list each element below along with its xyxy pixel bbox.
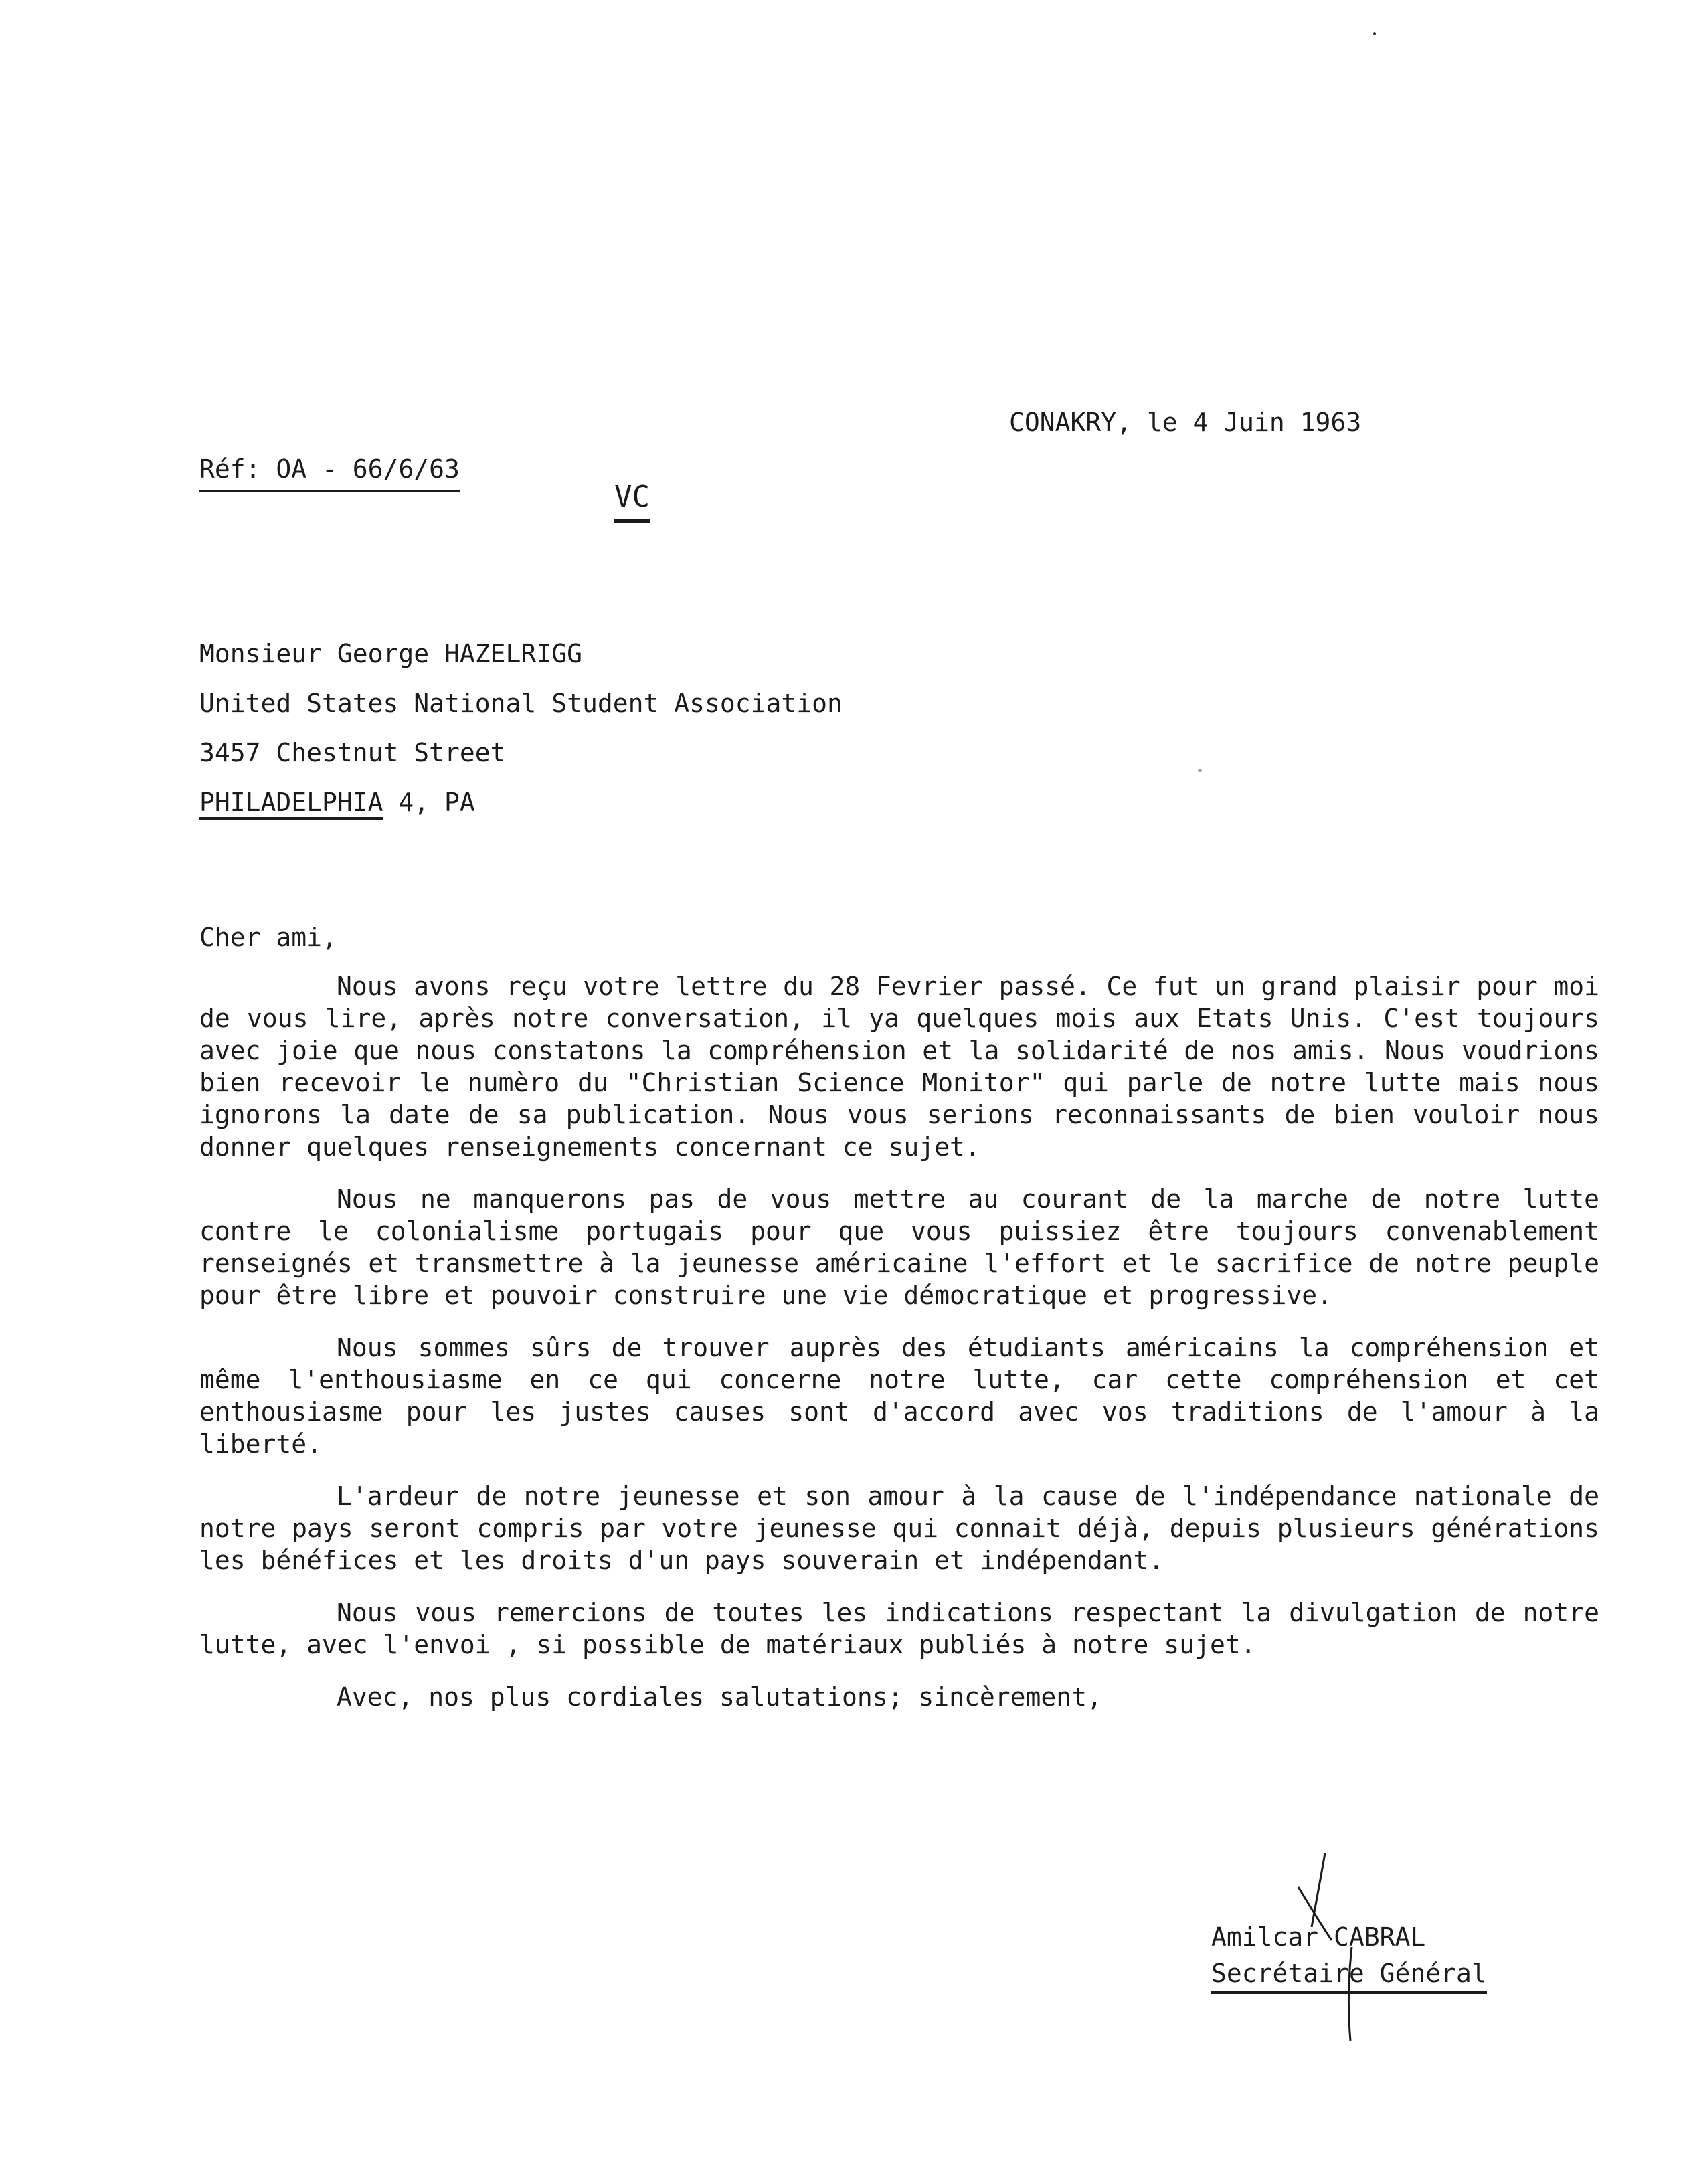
signatory-title: Secrétaire Général xyxy=(1211,1955,1487,1994)
salutation: Cher ami, xyxy=(199,923,337,952)
recipient-name: Monsieur George HAZELRIGG xyxy=(199,639,582,668)
body-paragraph-1: Nous avons reçu votre lettre du 28 Fevrier passé. Ce fut un grand plaisir pour moi de vous lire, après notre conversation, il ya quelques mois aux Etats Unis. C'est toujours avec joie que nous constatons la compréhension et la solidarité de nos amis. Nous voudrions bien recevoir le numèro du "Christian Science Monitor" qui parle de notre lutte mais nous ignorons la date de sa publication. Nous vous serions reconnaissants de bien vouloir nous donner quelques renseignements concernant ce sujet. xyxy=(199,972,1599,1162)
typist-initials: VC xyxy=(614,480,650,523)
paper-speck xyxy=(1373,32,1376,35)
letter-body xyxy=(199,970,1599,1713)
recipient-city-line xyxy=(199,778,843,827)
recipient-state: 4, PA xyxy=(383,788,475,817)
body-paragraph-3: Nous sommes sûrs de trouver auprès des étudiants américains la compréhension et même l'enthousiasme en ce qui concerne notre lutte, car cette compréhension et cet enthousiasme pour les justes causes sont d'accord avec vos traditions de l'amour à la liberté. xyxy=(199,1333,1599,1459)
recipient-street: 3457 Chestnut Street xyxy=(199,738,506,767)
recipient-city: PHILADELPHIA xyxy=(199,788,383,820)
closing-line: Avec, nos plus cordiales salutations; sincèrement, xyxy=(337,1682,1102,1712)
body-paragraph-2: Nous ne manquerons pas de vous mettre au courant de la marche de notre lutte contre le colonialisme portugais pour que vous puissiez être toujours convenablement renseignés et transmettre à la jeunesse américaine l'effort et le sacrifice de notre peuple pour être libre et pouvoir construire une vie démocratique et progressive. xyxy=(199,1184,1599,1310)
signatory-name: Amilcar CABRAL xyxy=(1211,1922,1426,1952)
dateline: CONAKRY, le 4 Juin 1963 xyxy=(1009,407,1362,437)
recipient-organization: United States National Student Association xyxy=(199,689,843,718)
signature-block xyxy=(1211,1919,1487,1994)
reference-number: Réf: OA - 66/6/63 xyxy=(199,452,460,492)
recipient-address xyxy=(199,629,843,827)
paper-speck xyxy=(1198,769,1202,772)
body-paragraph-5: Nous vous remercions de toutes les indications respectant la divulgation de notre lutte, avec l'envoi , si possible de matériaux publiés à notre sujet. xyxy=(199,1598,1599,1659)
body-paragraph-4: L'ardeur de notre jeunesse et son amour à la cause de l'indépendance nationale de notre pays seront compris par votre jeunesse qui connait déjà, depuis plusieurs générations les bénéfices et les droits d'un pays souverain et indépendant. xyxy=(199,1481,1599,1575)
